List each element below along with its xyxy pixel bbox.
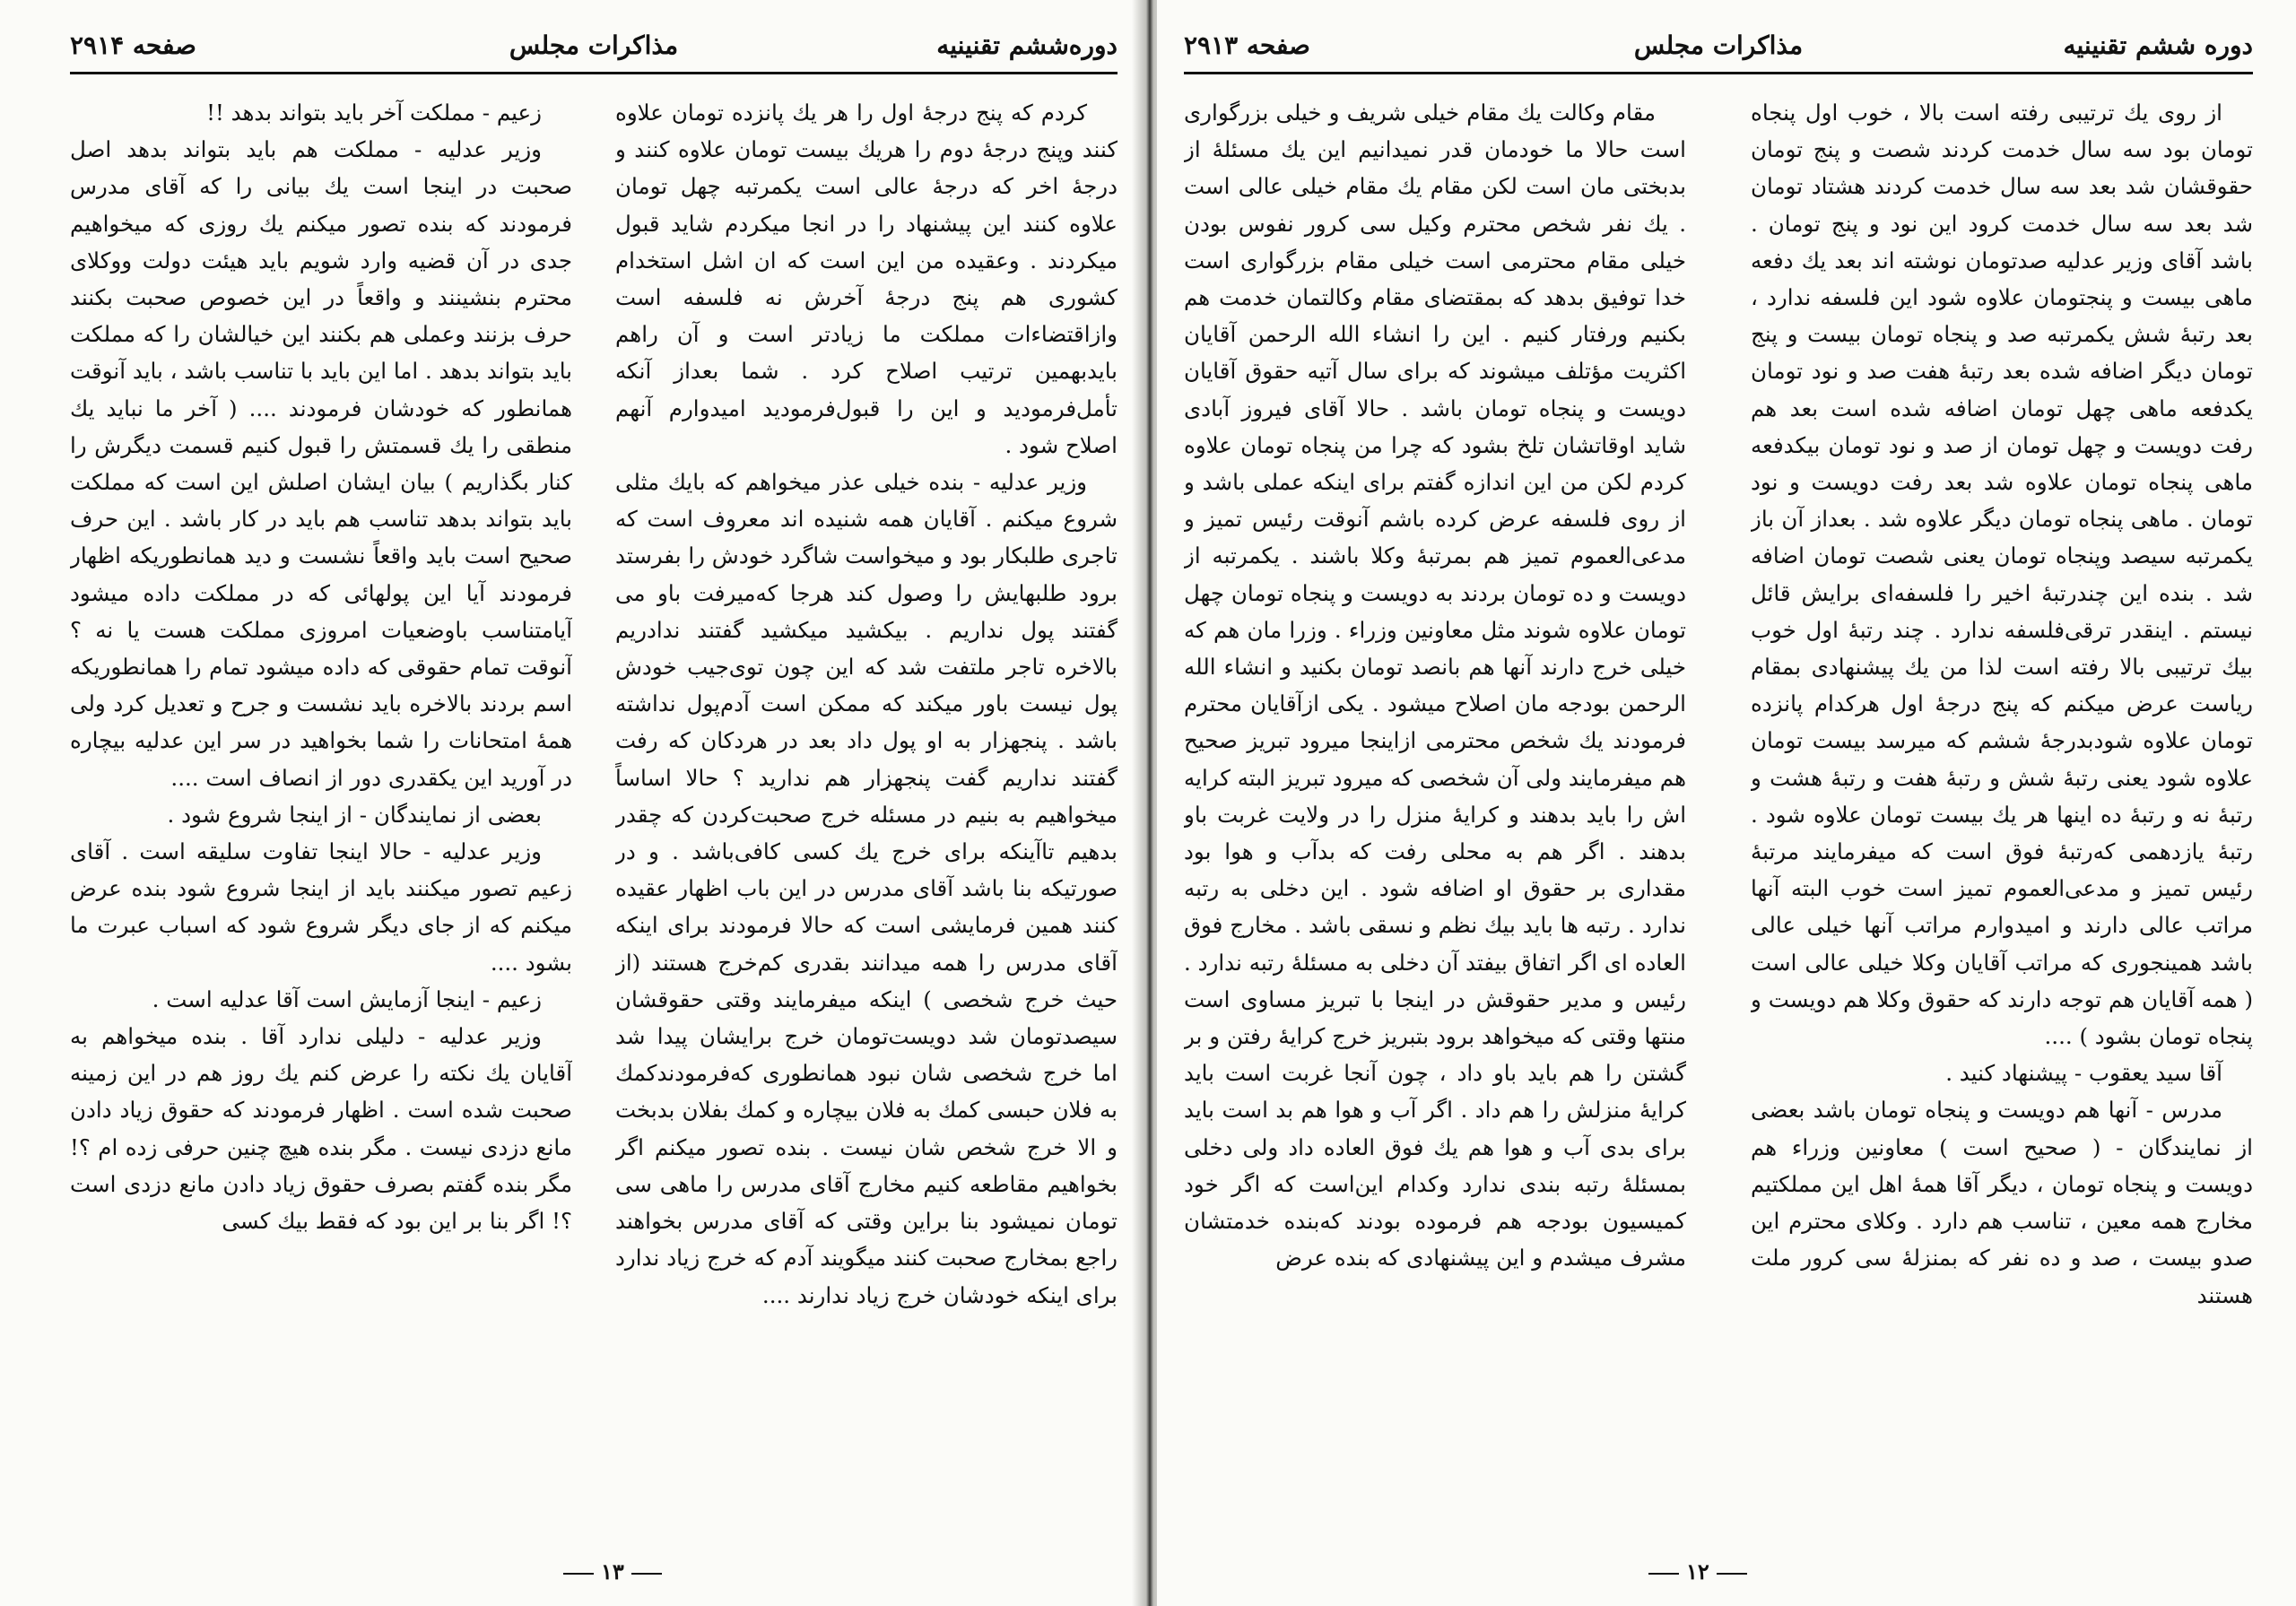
- paragraph: وزیر عدلیه - مملکت هم باید بتواند بدهد اصل صحبت در اینجا است یك بیانی را که آقای مدرس فرمودند که بنده تصور میکنم یك روزی که میخواهیم جدی در آن قضیه وارد شویم باید هیئت دولت ووکلای محترم بنشینند و واقعاً در این خصوص صحبت بکنند حرف بزنند وعملی هم بکنند این خیالشان را که مملکت باید بتواند بدهد . اما این باید با تناسب باشد ، باید آنوقت همانطور که خودشان فرمودند .... ( آخر ما نباید یك منطقی را یك قسمتش را قبول کنیم قسمت دیگرش را کنار بگذاریم ) بیان ایشان اصلش این است که مملکت باید بتواند بدهد تناسب هم باید در کار باشد . این حرف صحیح است باید واقعاً نشست و دید همانطوریکه اظهار فرمودند آیا این پولهائی که در مملکت داده میشود آیامتناسب باوضعیات امروزی مملکت هست یا نه ؟ آنوقت تمام حقوقی که داده میشود تمام را همانطوریکه اسم بردند بالاخره باید نشست و جرح و تعدیل کرد ولی همهٔ امتحانات را شما بخواهید در سر این عدلیه بیچاره در آورید این یکقدری دور از انصاف است ....: [70, 136, 572, 791]
- column-right: [1751, 94, 2253, 1547]
- header-rule: [1184, 72, 2253, 74]
- paragraph: مدرس - آنها هم دویست و پنجاه تومان باشد بعضی از نمایندگان - ( صحیح است ) معاونین وزراء هم دویست و پنجاه تومان ، دیگر آقا همهٔ اهل این مملکتیم مخارج همه معین ، تناسب هم دارد . وکلای محترم این صدو بیست ، صد و ده نفر که بمنزلهٔ سی کرور ملت هستند: [1751, 1097, 2253, 1308]
- session-period: دوره ششم تقنینیه: [2063, 30, 2253, 60]
- paragraph: وزیر عدلیه - بنده خیلی عذر میخواهم که بایك مثلی شروع میکنم . آقایان همه شنیده اند معروف است که تاجری طلبکار بود و میخواست شاگرد خودش را بفرستد برود طلبهایش را وصول کند هرجا که‌میرفت باو می گفتند پول نداریم . بیکشید میکشید گفتند ندادریم بالاخره تاجر ملتفت شد که این چون توی‌جیب خودش پول نیست باور میکند که ممکن است آدم‌پول نداشته باشد . پنجهزار به او پول داد بعد در هردکان که رفت گفتند نداریم گفت پنجهزار هم ندارید ؟ حالا اساساً میخواهیم به بنیم در مسئله خرج صحبت‌کردن که چقدر بدهیم تاآینکه برای خرج یك کسی کافی‌باشد . و در صورتیکه بنا باشد آقای مدرس در این باب اظهار عقیده کنند همین فرمایشی است که حالا فرمودند برای اینکه آقای مدرس را همه میدانند بقدری کم‌خرج هستند (از حیث خرج شخصی ) اینکه میفرمایند وقتی حقوقشان سیصدتومان شد دویست‌تومان خرج برایشان پیدا شد اما خرج شخصی شان نبود همانطوری که‌فرمودند‌کمك به فلان حبسی کمك به فلان بیچاره و کمك بفلان بدبخت و الا خرج شخص شان نیست . بنده تصور میکنم اگر بخواهیم مقاطعه کنیم مخارج آقای مدرس را ماهی سی تومان نمیشود بنا براین وقتی که آقای مدرس بخواهند راجع بمخارج صحبت کنند میگویند آدم که خرج زیاد ندارد برای اینکه خودشان خرج زیاد ندارند ....: [615, 469, 1118, 1308]
- header-rule: [70, 72, 1118, 74]
- page-header: [70, 25, 1118, 72]
- text-columns: [1184, 94, 2253, 1547]
- paragraph: کردم که پنج درجهٔ اول را هر یك پانزده تومان علاوه کنند وپنج درجهٔ دوم را هریك بیست تومان علاوه کنند و درجهٔ اخر که درجهٔ عالی است یکمرتبه چهل تومان علاوه کنند این پیشنهاد را در انجا میکردم شاید قبول میکردند . وعقیده من این است که ان اشل استخدام کشوری هم پنج درجهٔ آخرش نه فلسفه است وازاقتضاءات مملکت ما زیادتر است و آن راهم باید‌بهمین ترتیب اصلاح کرد . شما بعداز آنکه تأمل‌فرمودید و این را قبول‌فرمودید امیدوارم آنهم اصلاح شود .: [615, 100, 1118, 458]
- paragraph: وزیر عدلیه - حالا اینجا تفاوت سلیقه است . آقای زعیم تصور میکنند باید از اینجا شروع شود بنده عرض میکنم که از جای دیگر شروع شود که اسباب عبرت ما بشود ....: [70, 838, 572, 976]
- column-right: [615, 94, 1118, 1547]
- paragraph: وزیر عدلیه - دلیلی ندارد آقا . بنده میخواهم به آقایان یك نکته را عرض کنم یك روز هم در این زمینه صحبت شده است . اظهار فرمودند که حقوق زیاد دادن مانع دزدی نیست . مگر بنده هیچ چنین حرفی زده ام ؟! مگر بنده گفتم بصرف حقوق زیاد دادن مانع دزدی است ؟! اگر بنا بر این بود که فقط بیك کسی: [70, 1023, 572, 1235]
- paragraph: زعیم - اینجا آزمایش است آقا عدلیه است .: [152, 985, 542, 1012]
- left-page: [0, 0, 1144, 1606]
- page-header: [1184, 25, 2253, 72]
- page-number: صفحه ۲۹۱۴: [70, 30, 196, 60]
- page-title: مذاکرات مجلس: [509, 30, 679, 60]
- paragraph: آقا سید یعقوب - پیشنهاد کنید .: [1945, 1060, 2222, 1087]
- folio-number: ۱۲: [1641, 1558, 1754, 1584]
- paragraph: مقام وکالت یك مقام خیلی شریف و خیلی بزرگواری است حالا ما خودمان قدر نمیدانیم این یك مسئلهٔ از بدبختی مان است لکن مقام یك مقام خیلی عالی است . یك نفر شخص محترم وکیل سی کرور نفوس بودن خیلی مقام محترمی است خیلی مقام بزرگواری است خدا توفیق بدهد که بمقتضای مقام وکالتمان خدمت هم بکنیم ورفتار کنیم . این را انشاء الله الرحمن آقایان اکثریت مؤتلف میشوند که برای سال آتیه حقوق آقایان دویست و پنجاه تومان باشد . حالا آقای فیروز آبادی شاید اوقاتشان تلخ بشود که چرا من پنجاه تومان علاوه کردم لکن من این اندازه گفتم برای اینکه عملی باشد و از روی فلسفه عرض کرده باشم آنوقت رئیس تمیز و مدعی‌العموم تمیز هم بمرتبهٔ وکلا باشند . یکمرتبه از دویست و ده تومان بردند به دویست و پنجاه تومان چهل تومان علاوه شوند مثل معاونین وزراء . وزرا مان هم که خیلی خرج دارند آنها هم بانصد تومان بکنید و انشاء الله الرحمن بودجه مان اصلاح میشود . یکی ازآقایان محترم فرمودند یك شخص محترمی ازاینجا میرود تبریز صحیح هم میفرمایند ولی آن شخصی که میرود تبریز البته کرایه اش را باید بدهند و کرایهٔ منزل را در ولایت غربت باو بدهند . اگر هم به محلی رفت که بدآب و هوا بود مقداری بر حقوق او اضافه شود . این دخلی به رتبه ندارد . رتبه ها باید بیك نظم و نسقی باشد . مخارج فوق العاده ای اگر اتفاق بیفتد آن دخلی به مسئلهٔ رتبه ندارد . رئیس و مدیر حقوقش در اینجا با تبریز مساوی است منتها وقتی که میخواهد برود بتبریز خرج کرایهٔ رفتن و بر گشتن را هم باید باو داد ، چون آنجا غربت است باید کرایهٔ منزلش را هم داد . اگر آب و هوا هم بد است باید برای بدی آب و هوا هم یك فوق العاده داد ولی دخلی بمسئلهٔ رتبه بندی ندارد وکدام این‌است که اگر خود کمیسیون بودجه هم فرموده بودند که‌بنده خدمتشان مشرف میشدم و این پیشنهادی که بنده عرض: [1184, 100, 1686, 1272]
- column-left: [70, 94, 572, 1547]
- text-columns: [70, 94, 1118, 1547]
- page-title: مذاکرات مجلس: [1633, 30, 1804, 60]
- session-period: دوره‌ششم تقنینیه: [936, 30, 1118, 60]
- column-left: [1184, 94, 1686, 1547]
- paragraph: از روی یك ترتیبی رفته است بالا ، خوب اول پنجاه تومان بود سه سال خدمت کردند شصت و پنج تومان حقوقشان شد بعد سه سال خدمت کردند هشتاد تومان شد بعد سه سال خدمت کرود این نود و پنج تومان . باشد آقای وزیر عدلیه صدتومان نوشته اند بعد یك دفعه ماهی بیست و پنجتومان علاوه شود این فلسفه ندارد ، بعد رتبهٔ شش یکمرتبه صد و پنجاه تومان بیست و پنج تومان دیگر اضافه شده بعد رتبهٔ هفت صد و نود تومان یکدفعه ماهی چهل تومان اضافه شده است بعد هم رفت دویست و چهل تومان از صد و نود تومان بیکدفعه ماهی پنجاه تومان علاوه شد بعد رفت دویست و نود تومان . ماهی پنجاه تومان دیگر علاوه شد . بعداز آن باز یکمرتبه سیصد وپنجاه تومان یعنی شصت تومان اضافه شد . بنده این چندرتبهٔ اخیر را فلسفه‌ای برایش قائل نیستم . اینقدر ترقی‌فلسفه ندارد . چند رتبهٔ اول خوب بیك ترتیبی بالا رفته است لذا من یك پیشنهادی بمقام ریاست عرض میکنم که پنج درجهٔ اول هرکدام پانزده تومان علاوه شودبدرجهٔ ششم که میرسد بیست تومان علاوه شود یعنی رتبهٔ شش و رتبهٔ هفت و رتبهٔ هشت و رتبهٔ نه و رتبهٔ ده اینها هر یك بیست تومان علاوه شود . رتبهٔ یازدهمی که‌رتبهٔ فوق است که میفرمایند مرتبهٔ رئیس تمیز و مدعی‌العموم تمیز است خوب البته آنها مراتب عالی دارند و امیدوارم مراتب آنها خیلی عالی باشد همینجوری که مراتب آقایان وکلا خیلی عالی است ( همه آقایان هم توجه دارند که حقوق وکلا هم دویست و پنجاه تومان بشود ) ....: [1751, 100, 2253, 1050]
- paragraph: بعضی از نمایندگان - از اینجا شروع شود .: [167, 801, 542, 828]
- folio-number: ۱۳: [556, 1558, 669, 1584]
- page-number: صفحه ۲۹۱۳: [1184, 30, 1310, 60]
- right-page: [1157, 0, 2296, 1606]
- paragraph: زعیم - مملکت آخر باید بتواند بدهد !!: [206, 100, 542, 126]
